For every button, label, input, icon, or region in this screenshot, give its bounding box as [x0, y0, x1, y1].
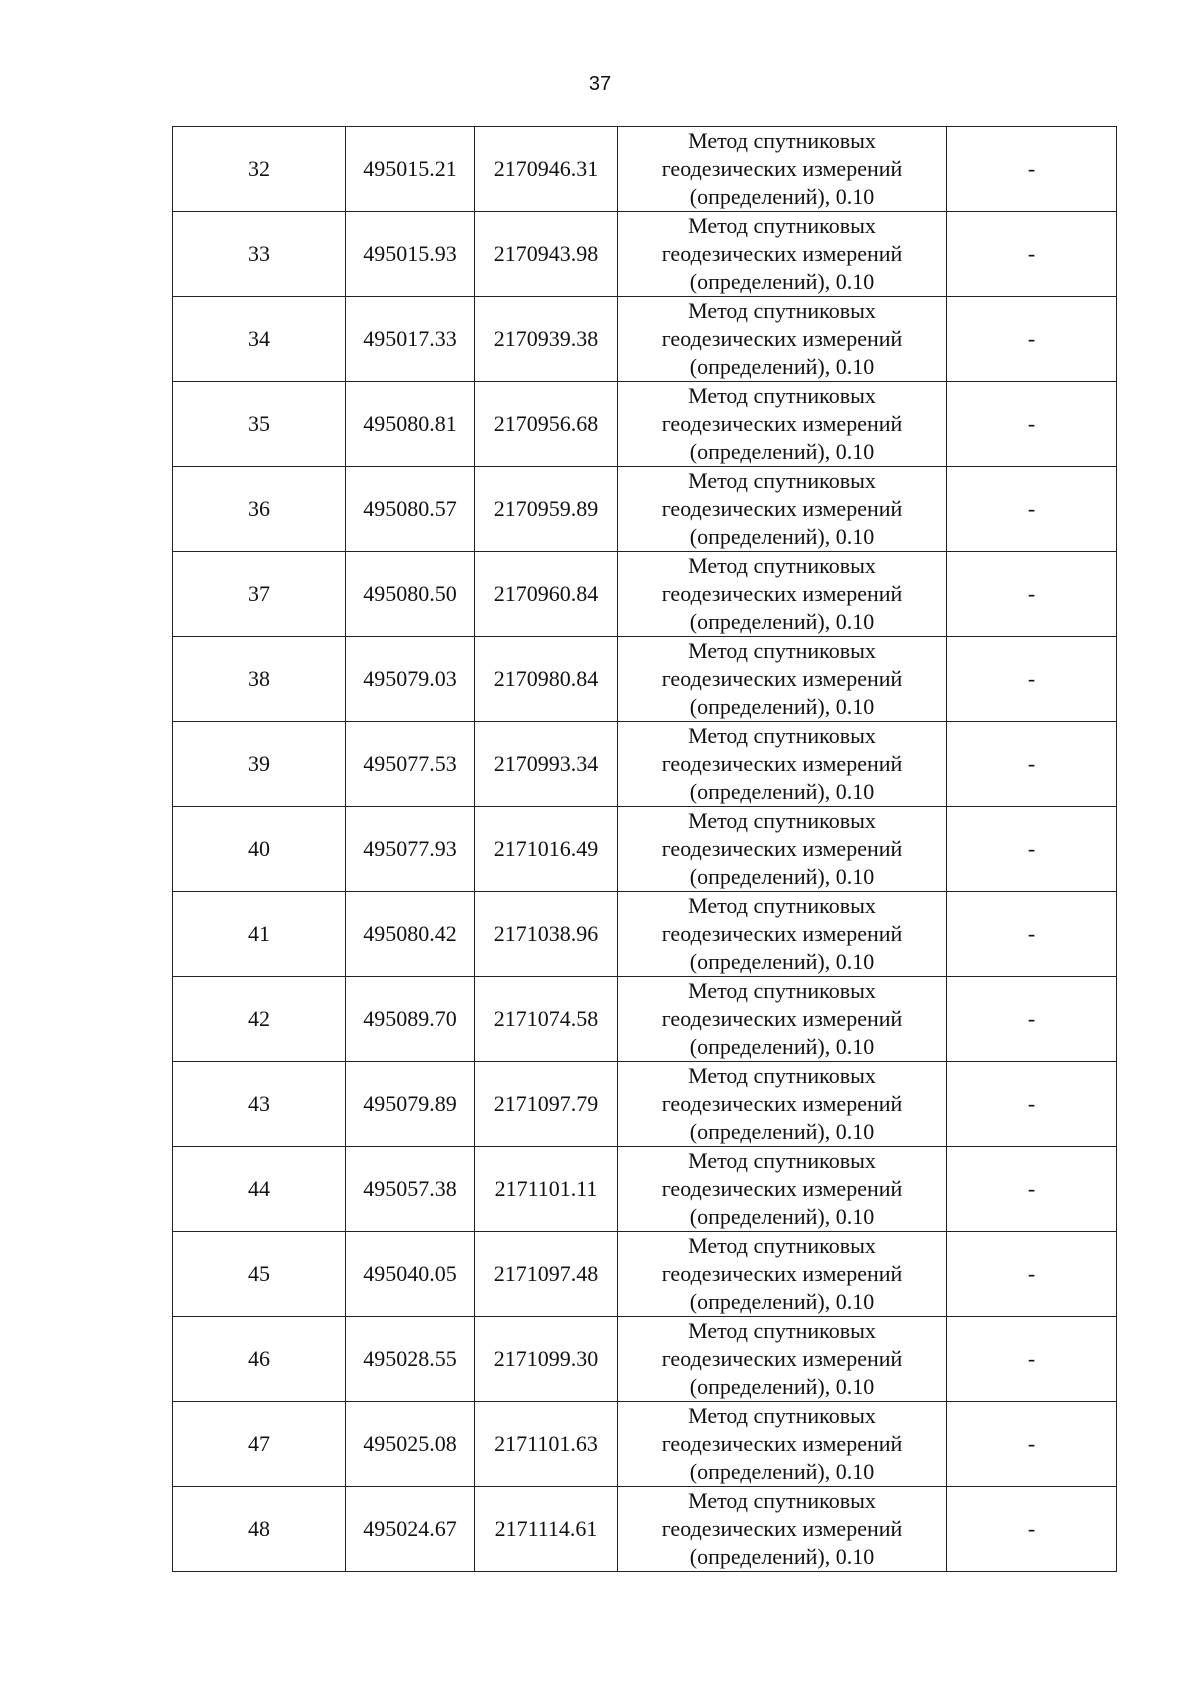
- x-coordinate-cell: 495015.21: [346, 127, 475, 212]
- point-number-cell: 39: [173, 722, 346, 807]
- page-number: 37: [588, 73, 612, 95]
- point-number-cell: 36: [173, 467, 346, 552]
- y-coordinate-cell: 2170939.38: [475, 297, 618, 382]
- x-coordinate-cell: 495080.81: [346, 382, 475, 467]
- y-coordinate-cell: 2171114.61: [475, 1487, 618, 1572]
- note-cell: -: [947, 1232, 1117, 1317]
- method-accuracy-cell: [618, 1317, 947, 1402]
- table-row: [173, 382, 1117, 467]
- method-accuracy-cell: [618, 552, 947, 637]
- method-accuracy-text: Метод спутниковых геодезических измерений (определений), 0.10: [661, 1148, 903, 1229]
- method-accuracy-text: Метод спутниковых геодезических измерений (определений), 0.10: [661, 1318, 903, 1399]
- table-row: [173, 722, 1117, 807]
- table-row: [173, 807, 1117, 892]
- x-coordinate-cell: 495079.03: [346, 637, 475, 722]
- method-accuracy-text: Метод спутниковых геодезических измерений (определений), 0.10: [661, 808, 903, 889]
- method-accuracy-cell: [618, 807, 947, 892]
- y-coordinate-cell: 2170993.34: [475, 722, 618, 807]
- note-cell: -: [947, 212, 1117, 297]
- note-cell: -: [947, 127, 1117, 212]
- method-accuracy-text: Метод спутниковых геодезических измерений (определений), 0.10: [661, 893, 903, 974]
- table-row: [173, 1232, 1117, 1317]
- y-coordinate-cell: 2171097.48: [475, 1232, 618, 1317]
- y-coordinate-cell: 2171074.58: [475, 977, 618, 1062]
- point-number-cell: 35: [173, 382, 346, 467]
- table-row: [173, 1402, 1117, 1487]
- table-row: [173, 1317, 1117, 1402]
- point-number-cell: 43: [173, 1062, 346, 1147]
- method-accuracy-cell: [618, 892, 947, 977]
- point-number-cell: 47: [173, 1402, 346, 1487]
- method-accuracy-text: Метод спутниковых геодезических измерений (определений), 0.10: [661, 723, 903, 804]
- table-row: [173, 1147, 1117, 1232]
- table-row: [173, 637, 1117, 722]
- point-number-cell: 38: [173, 637, 346, 722]
- method-accuracy-cell: [618, 637, 947, 722]
- table-row: [173, 977, 1117, 1062]
- method-accuracy-cell: [618, 977, 947, 1062]
- method-accuracy-text: Метод спутниковых геодезических измерений (определений), 0.10: [661, 638, 903, 719]
- y-coordinate-cell: 2170946.31: [475, 127, 618, 212]
- note-cell: -: [947, 467, 1117, 552]
- method-accuracy-cell: [618, 467, 947, 552]
- table-row: [173, 467, 1117, 552]
- y-coordinate-cell: 2171099.30: [475, 1317, 618, 1402]
- method-accuracy-cell: [618, 1402, 947, 1487]
- method-accuracy-text: Метод спутниковых геодезических измерений (определений), 0.10: [661, 553, 903, 634]
- point-number-cell: 41: [173, 892, 346, 977]
- point-number-cell: 34: [173, 297, 346, 382]
- coordinates-table: [172, 126, 1117, 1572]
- point-number-cell: 46: [173, 1317, 346, 1402]
- note-cell: -: [947, 382, 1117, 467]
- method-accuracy-cell: [618, 722, 947, 807]
- note-cell: -: [947, 1062, 1117, 1147]
- x-coordinate-cell: 495017.33: [346, 297, 475, 382]
- method-accuracy-text: Метод спутниковых геодезических измерений (определений), 0.10: [661, 468, 903, 549]
- method-accuracy-cell: [618, 382, 947, 467]
- point-number-cell: 44: [173, 1147, 346, 1232]
- note-cell: -: [947, 1147, 1117, 1232]
- note-cell: -: [947, 637, 1117, 722]
- note-cell: -: [947, 297, 1117, 382]
- method-accuracy-cell: [618, 297, 947, 382]
- x-coordinate-cell: 495024.67: [346, 1487, 475, 1572]
- y-coordinate-cell: 2171101.63: [475, 1402, 618, 1487]
- table-row: [173, 297, 1117, 382]
- coordinates-table-body: [173, 127, 1117, 1572]
- x-coordinate-cell: 495028.55: [346, 1317, 475, 1402]
- y-coordinate-cell: 2171016.49: [475, 807, 618, 892]
- note-cell: -: [947, 722, 1117, 807]
- method-accuracy-text: Метод спутниковых геодезических измерений (определений), 0.10: [661, 298, 903, 379]
- x-coordinate-cell: 495080.50: [346, 552, 475, 637]
- y-coordinate-cell: 2170960.84: [475, 552, 618, 637]
- y-coordinate-cell: 2170956.68: [475, 382, 618, 467]
- y-coordinate-cell: 2171101.11: [475, 1147, 618, 1232]
- method-accuracy-text: Метод спутниковых геодезических измерений (определений), 0.10: [661, 1403, 903, 1484]
- table-row: [173, 1062, 1117, 1147]
- note-cell: -: [947, 892, 1117, 977]
- note-cell: -: [947, 807, 1117, 892]
- point-number-cell: 42: [173, 977, 346, 1062]
- note-cell: -: [947, 1317, 1117, 1402]
- table-row: [173, 127, 1117, 212]
- method-accuracy-text: Метод спутниковых геодезических измерений (определений), 0.10: [661, 978, 903, 1059]
- y-coordinate-cell: 2170980.84: [475, 637, 618, 722]
- table-row: [173, 892, 1117, 977]
- method-accuracy-cell: [618, 1062, 947, 1147]
- note-cell: -: [947, 552, 1117, 637]
- x-coordinate-cell: 495025.08: [346, 1402, 475, 1487]
- note-cell: -: [947, 1487, 1117, 1572]
- table-row: [173, 1487, 1117, 1572]
- point-number-cell: 45: [173, 1232, 346, 1317]
- point-number-cell: 37: [173, 552, 346, 637]
- x-coordinate-cell: 495079.89: [346, 1062, 475, 1147]
- method-accuracy-text: Метод спутниковых геодезических измерений (определений), 0.10: [661, 128, 903, 209]
- x-coordinate-cell: 495040.05: [346, 1232, 475, 1317]
- y-coordinate-cell: 2170943.98: [475, 212, 618, 297]
- x-coordinate-cell: 495077.93: [346, 807, 475, 892]
- point-number-cell: 48: [173, 1487, 346, 1572]
- method-accuracy-cell: [618, 1232, 947, 1317]
- y-coordinate-cell: 2171097.79: [475, 1062, 618, 1147]
- table-row: [173, 552, 1117, 637]
- method-accuracy-text: Метод спутниковых геодезических измерений (определений), 0.10: [661, 1233, 903, 1314]
- note-cell: -: [947, 1402, 1117, 1487]
- method-accuracy-cell: [618, 127, 947, 212]
- method-accuracy-text: Метод спутниковых геодезических измерений (определений), 0.10: [661, 383, 903, 464]
- method-accuracy-text: Метод спутниковых геодезических измерений (определений), 0.10: [661, 213, 903, 294]
- x-coordinate-cell: 495015.93: [346, 212, 475, 297]
- note-cell: -: [947, 977, 1117, 1062]
- point-number-cell: 32: [173, 127, 346, 212]
- method-accuracy-cell: [618, 212, 947, 297]
- point-number-cell: 33: [173, 212, 346, 297]
- x-coordinate-cell: 495080.57: [346, 467, 475, 552]
- method-accuracy-text: Метод спутниковых геодезических измерений (определений), 0.10: [661, 1063, 903, 1144]
- table-row: [173, 212, 1117, 297]
- method-accuracy-text: Метод спутниковых геодезических измерений (определений), 0.10: [661, 1488, 903, 1569]
- x-coordinate-cell: 495080.42: [346, 892, 475, 977]
- point-number-cell: 40: [173, 807, 346, 892]
- y-coordinate-cell: 2171038.96: [475, 892, 618, 977]
- method-accuracy-cell: [618, 1487, 947, 1572]
- method-accuracy-cell: [618, 1147, 947, 1232]
- x-coordinate-cell: 495089.70: [346, 977, 475, 1062]
- x-coordinate-cell: 495077.53: [346, 722, 475, 807]
- x-coordinate-cell: 495057.38: [346, 1147, 475, 1232]
- y-coordinate-cell: 2170959.89: [475, 467, 618, 552]
